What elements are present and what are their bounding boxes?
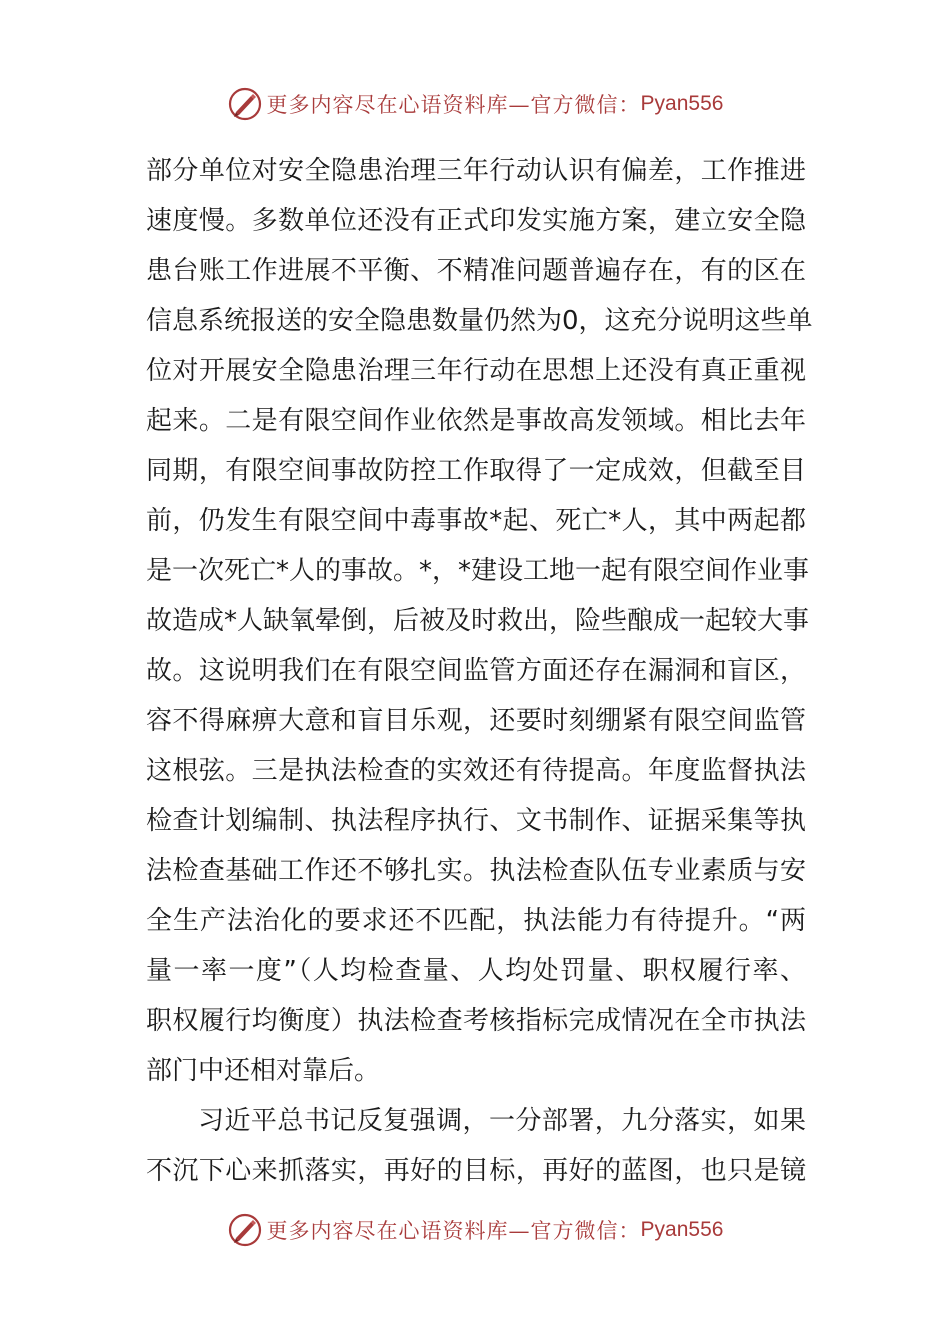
text-line: 职权履行均衡度）执法检查考核指标完成情况在全市执法 — [146, 1006, 806, 1036]
paragraph — [146, 1096, 806, 1196]
text-line: 部门中还相对靠后。 — [146, 1056, 381, 1086]
text-line: 全生产法治化的要求还不匹配，执法能力有待提升。“两 — [146, 906, 806, 936]
text-line: 是一次死亡*人的事故。*，*建设工地一起有限空间作业事 — [146, 556, 810, 586]
text-line: 起来。二是有限空间作业依然是事故高发领域。相比去年 — [146, 406, 806, 436]
text-line: 检查计划编制、执法程序执行、文书制作、证据采集等执 — [146, 806, 806, 836]
paragraph — [146, 146, 813, 1096]
text-line: 同期，有限空间事故防控工作取得了一定成效，但截至目 — [146, 456, 806, 486]
text-line: 速度慢。多数单位还没有正式印发实施方案，建立安全隐 — [146, 206, 806, 236]
text-line: 位对开展安全隐患治理三年行动在思想上还没有真正重视 — [146, 356, 806, 386]
text-line: 信息系统报送的安全隐患数量仍然为0，这充分说明这些单 — [146, 306, 813, 336]
banner-wechat-id: Pyan556 — [640, 1218, 724, 1241]
banner-text: 更多内容尽在心语资料库—官方微信： — [266, 1219, 641, 1243]
text-line: 部分单位对安全隐患治理三年行动认识有偏差，工作推进 — [146, 156, 806, 186]
footer-watermark-banner — [0, 1208, 950, 1252]
banner-text: 更多内容尽在心语资料库—官方微信： — [266, 93, 641, 117]
text-line: 量一率一度”（人均检查量、人均处罚量、职权履行率、 — [146, 956, 806, 986]
text-line: 患台账工作进展不平衡、不精准问题普遍存在，有的区在 — [146, 256, 806, 286]
text-line: 不沉下心来抓落实，再好的目标，再好的蓝图，也只是镜 — [146, 1156, 806, 1186]
banner-wechat-id: Pyan556 — [640, 92, 724, 115]
text-line: 故造成*人缺氧晕倒，后被及时救出，险些酿成一起较大事 — [146, 606, 810, 636]
pen-circle-logo-icon — [227, 1212, 263, 1248]
text-line: 故。这说明我们在有限空间监管方面还存在漏洞和盲区， — [146, 656, 806, 686]
header-watermark-banner — [0, 82, 950, 126]
text-line: 法检查基础工作还不够扎实。执法检查队伍专业素质与安 — [146, 856, 806, 886]
text-line: 前，仍发生有限空间中毒事故*起、死亡*人，其中两起都 — [146, 506, 806, 536]
text-line: 这根弦。三是执法检查的实效还有待提高。年度监督执法 — [146, 756, 806, 786]
pen-circle-logo-icon — [227, 86, 263, 122]
document-body — [146, 146, 813, 1196]
text-line: 习近平总书记反复强调，一分部署，九分落实，如果 — [198, 1106, 806, 1136]
text-line: 容不得麻痹大意和盲目乐观，还要时刻绷紧有限空间监管 — [146, 706, 806, 736]
